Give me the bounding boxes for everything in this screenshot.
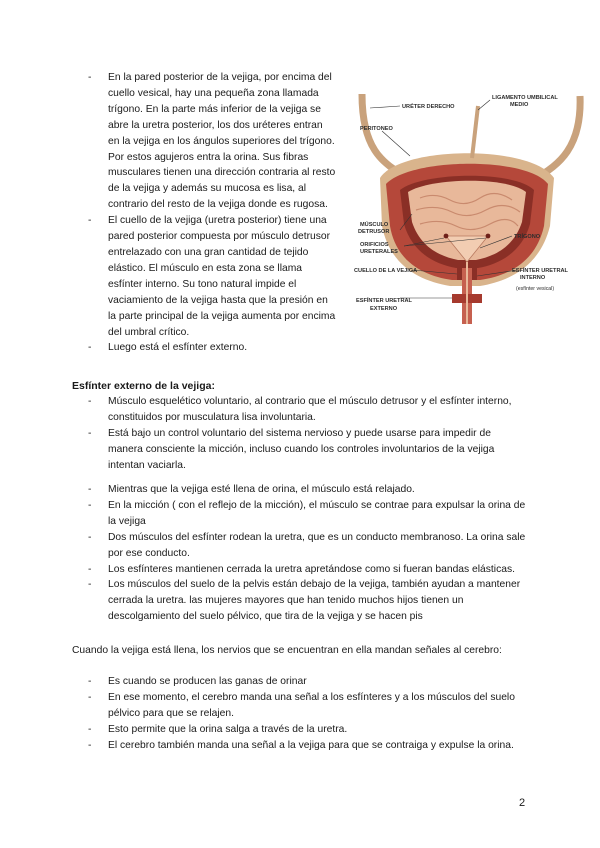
micturition-steps-list xyxy=(88,674,528,754)
label-external-2: EXTERNO xyxy=(370,306,398,312)
list-item: - En la micción ( con el reflejo de la micción), el músculo se contrae para expulsar la orina de la vejiga xyxy=(88,498,528,530)
external-sphincter-list xyxy=(88,394,528,474)
list-item: - El cerebro también manda una señal a la vejiga para que se contraiga y expulse la orina. xyxy=(88,738,528,754)
label-trigone: TRÍGONO xyxy=(514,234,541,240)
bladder-anatomy-list xyxy=(88,70,336,356)
label-orifices-1: ORIFICIOS xyxy=(360,242,389,248)
list-item: - Es cuando se producen las ganas de orinar xyxy=(88,674,528,690)
label-external-1: ESFÍNTER URETRAL xyxy=(356,298,412,304)
list-item: - Está bajo un control voluntario del sistema nervioso y puede usarse para impedir de manera consciente la micción, incluso cuando los controles involuntarios de la vejiga intentan vaciarla. xyxy=(88,426,528,474)
label-peritoneum: PERITONEO xyxy=(360,126,393,132)
page-number: 2 xyxy=(519,797,526,809)
label-orifices-2: URETERALES xyxy=(360,249,398,255)
label-neck: CUELLO DE LA VEJIGA xyxy=(354,268,418,274)
list-item: - Músculo esquelético voluntario, al contrario que el músculo detrusor y el esfínter interno, constituidos por musculatura lisa involuntaria. xyxy=(88,394,528,426)
intro-paragraph: Cuando la vejiga está llena, los nervios que se encuentran en ella mandan señales al cerebro: xyxy=(72,645,502,656)
label-detrusor-2: DETRUSOR xyxy=(358,229,390,235)
list-item: - Dos músculos del esfínter rodean la uretra, que es un conducto membranoso. La orina sale por ese conducto. xyxy=(88,530,528,562)
list-item: - Esto permite que la orina salga a través de la uretra. xyxy=(88,722,528,738)
ureteral-orifice-left xyxy=(444,234,449,239)
ureteral-orifice-right xyxy=(486,234,491,239)
label-internal-2: INTERNO xyxy=(520,275,546,281)
section-heading: Esfínter externo de la vejiga: xyxy=(72,380,215,392)
list-item: - Luego está el esfínter externo. xyxy=(88,340,336,356)
label-internal-3: (esfínter vesical) xyxy=(516,286,555,292)
bladder-diagram-svg xyxy=(340,86,590,326)
list-item: - El cuello de la vejiga (uretra posterior) tiene una pared posterior compuesta por músculo detrusor entrelazado con una gran cantidad de tejido elástico. El músculo en esta zona se llama esfínter interno. Su tono natural impide el vaciamiento de la vejiga hasta que la presión en la parte principal de la vejiga aumenta por encima del umbral crítico. xyxy=(88,213,336,340)
bladder-diagram xyxy=(340,86,590,326)
sphincter-function-list xyxy=(88,482,528,625)
list-item: - Los músculos del suelo de la pelvis están debajo de la vejiga, también ayudan a mantener cerrada la uretra. las mujeres mayores que han tenido muchos hijos tienen un descolgamiento del suelo pélvico, que tira de la vejiga y se hacen pis xyxy=(88,577,528,625)
list-item: - Mientras que la vejiga esté llena de orina, el músculo está relajado. xyxy=(88,482,528,498)
label-ligament-2: MEDIO xyxy=(510,102,529,108)
label-internal-1: ESFÍNTER URETRAL xyxy=(512,268,568,274)
median-umbilical-ligament xyxy=(472,106,478,158)
label-ligament-1: LIGAMENTO UMBILICAL xyxy=(492,95,558,101)
label-ureter: URÉTER DERECHO xyxy=(402,104,455,110)
list-item: - En ese momento, el cerebro manda una señal a los esfínteres y a los músculos del suelo pélvico para que se relajen. xyxy=(88,690,528,722)
label-detrusor-1: MÚSCULO xyxy=(360,222,389,228)
list-item: - Los esfínteres mantienen cerrada la uretra apretándose como si fueran bandas elásticas. xyxy=(88,562,528,578)
list-item: - En la pared posterior de la vejiga, por encima del cuello vesical, hay una pequeña zona llamada trígono. En la parte más inferior de la vejiga se abre la uretra posterior, los dos uréteres entran en la vejiga en los ángulos superiores del trígono. Por estos agujeros entra la orina. Sus fibras musculares tienen una dirección contraria al resto de la vejiga y además su mucosa es lisa, al contrario del resto de la vejiga donde es rugosa. xyxy=(88,70,336,213)
